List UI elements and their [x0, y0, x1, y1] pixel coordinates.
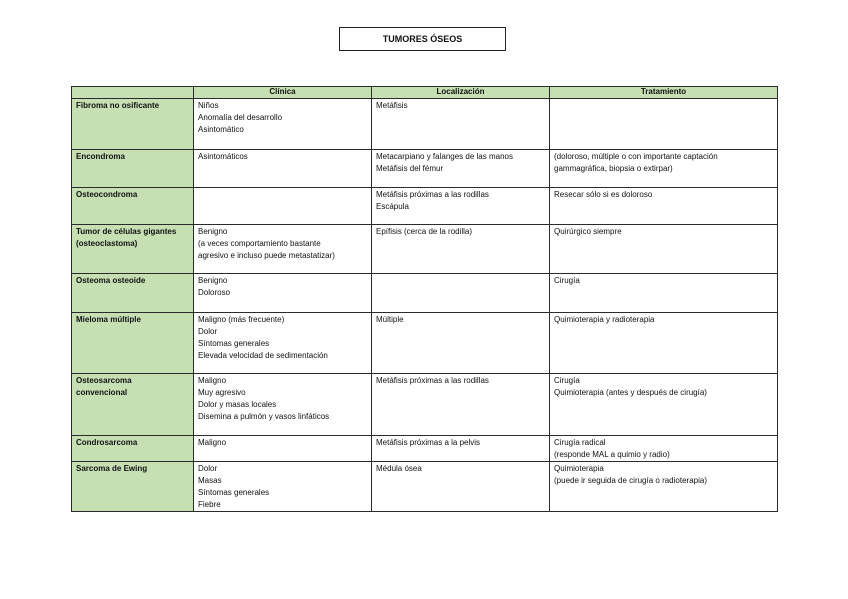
cell-text-line: (puede ir seguida de cirugía o radioterapia): [554, 476, 707, 485]
cell-text-line: Escápula: [376, 202, 409, 211]
row-name-cell: [72, 99, 194, 150]
cell-text-line: Resecar sólo si es doloroso: [554, 190, 653, 199]
table-row: [72, 462, 778, 512]
cell-text-line: (doloroso, múltiple o con importante captación: [554, 152, 718, 161]
cell-text-line: Tumor de células gigantes: [76, 227, 177, 236]
header-tratamiento: Tratamiento: [550, 87, 778, 99]
tratamiento-cell: [550, 374, 778, 436]
row-name-cell: [72, 150, 194, 188]
row-name-cell: [72, 462, 194, 512]
cell-text-line: Maligno: [198, 438, 227, 447]
clinica-cell: [194, 150, 372, 188]
cell-text-line: Dolor: [198, 464, 218, 473]
tumors-table: [71, 86, 778, 512]
clinica-cell: [194, 274, 372, 313]
row-name-cell: [72, 274, 194, 313]
clinica-cell: [194, 374, 372, 436]
row-name-cell: [72, 374, 194, 436]
table-row: [72, 150, 778, 188]
cell-text-line: Asintomático: [198, 125, 244, 134]
clinica-cell: [194, 462, 372, 512]
tratamiento-cell: [550, 274, 778, 313]
tratamiento-cell: [550, 150, 778, 188]
cell-text-line: Anomalía del desarrollo: [198, 113, 283, 122]
cell-text-line: Dolor y masas locales: [198, 400, 277, 409]
cell-text-line: Síntomas generales: [198, 339, 270, 348]
cell-text-line: Asintomáticos: [198, 152, 248, 161]
table-row: [72, 374, 778, 436]
localizacion-cell: [372, 462, 550, 512]
row-name-cell: [72, 188, 194, 225]
row-name-cell: [72, 225, 194, 274]
cell-text-line: Múltiple: [376, 315, 404, 324]
cell-text-line: Metacarpiano y falanges de las manos: [376, 152, 513, 161]
cell-text-line: Masas: [198, 476, 222, 485]
localizacion-cell: [372, 274, 550, 313]
cell-text-line: Metáfisis: [376, 101, 408, 110]
cell-text-line: Cirugía: [554, 276, 580, 285]
cell-text-line: Maligno: [198, 376, 227, 385]
cell-text-line: Quimioterapia (antes y después de cirugía): [554, 388, 707, 397]
table-row: [72, 313, 778, 374]
table-body: [72, 99, 778, 512]
clinica-cell: [194, 188, 372, 225]
cell-text-line: Sarcoma de Ewing: [76, 464, 148, 473]
table-header-row: [72, 87, 778, 99]
localizacion-cell: [372, 313, 550, 374]
table-row: [72, 188, 778, 225]
cell-text-line: Doloroso: [198, 288, 231, 297]
cell-text-line: Dolor: [198, 327, 218, 336]
cell-text-line: Metáfisis próximas a las rodillas: [376, 190, 489, 199]
cell-text-line: Cirugía radical: [554, 438, 606, 447]
cell-text-line: Maligno (más frecuente): [198, 315, 285, 324]
cell-text-line: Osteoma osteoide: [76, 276, 146, 285]
clinica-cell: [194, 436, 372, 462]
tratamiento-cell: [550, 225, 778, 274]
table-row: [72, 225, 778, 274]
cell-text-line: gammagráfica, biopsia o extirpar): [554, 164, 673, 173]
localizacion-cell: [372, 188, 550, 225]
tratamiento-cell: [550, 436, 778, 462]
cell-text-line: Metáfisis próximas a la pelvis: [376, 438, 481, 447]
tratamiento-cell: [550, 188, 778, 225]
cell-text-line: Síntomas generales: [198, 488, 270, 497]
cell-text-line: Benigno: [198, 227, 228, 236]
cell-text-line: Osteosarcoma: [76, 376, 132, 385]
cell-text-line: Disemina a pulmón y vasos linfáticos: [198, 412, 330, 421]
cell-text-line: Encondroma: [76, 152, 125, 161]
document-title: TUMORES ÓSEOS: [382, 34, 463, 44]
clinica-cell: [194, 225, 372, 274]
cell-text-line: Condrosarcoma: [76, 438, 138, 447]
localizacion-cell: [372, 436, 550, 462]
cell-text-line: (osteoclastoma): [76, 239, 138, 248]
cell-text-line: Benigno: [198, 276, 228, 285]
localizacion-cell: [372, 99, 550, 150]
header-corner: [72, 87, 194, 99]
cell-text-line: Niños: [198, 101, 219, 110]
table-row: [72, 99, 778, 150]
cell-text-line: Cirugía: [554, 376, 580, 385]
cell-text-line: Quirúrgico siempre: [554, 227, 622, 236]
document-title-box: [339, 27, 506, 51]
table-row: [72, 274, 778, 313]
cell-text-line: Elevada velocidad de sedimentación: [198, 351, 328, 360]
cell-text-line: Mieloma múltiple: [76, 315, 141, 324]
tratamiento-cell: [550, 462, 778, 512]
cell-text-line: Epífisis (cerca de la rodilla): [376, 227, 473, 236]
tratamiento-cell: [550, 313, 778, 374]
cell-text-line: Médula ósea: [376, 464, 422, 473]
cell-text-line: Quimioterapia y radioterapia: [554, 315, 655, 324]
localizacion-cell: [372, 150, 550, 188]
clinica-cell: [194, 99, 372, 150]
localizacion-cell: [372, 374, 550, 436]
cell-text-line: Fiebre: [198, 500, 221, 509]
cell-text-line: Metáfisis próximas a las rodillas: [376, 376, 489, 385]
localizacion-cell: [372, 225, 550, 274]
cell-text-line: (a veces comportamiento bastante: [198, 239, 321, 248]
tratamiento-cell: [550, 99, 778, 150]
header-localizacion: Localización: [372, 87, 550, 99]
cell-text-line: (responde MAL a quimio y radio): [554, 450, 670, 459]
row-name-cell: [72, 313, 194, 374]
table-row: [72, 436, 778, 462]
cell-text-line: convencional: [76, 388, 128, 397]
cell-text-line: agresivo e incluso puede metastatizar): [198, 251, 335, 260]
cell-text-line: Fibroma no osificante: [76, 101, 160, 110]
row-name-cell: [72, 436, 194, 462]
cell-text-line: Osteocondroma: [76, 190, 138, 199]
cell-text-line: Quimioterapia: [554, 464, 604, 473]
cell-text-line: Metáfisis del fémur: [376, 164, 444, 173]
cell-text-line: Muy agresivo: [198, 388, 246, 397]
clinica-cell: [194, 313, 372, 374]
header-clinica: Clínica: [194, 87, 372, 99]
